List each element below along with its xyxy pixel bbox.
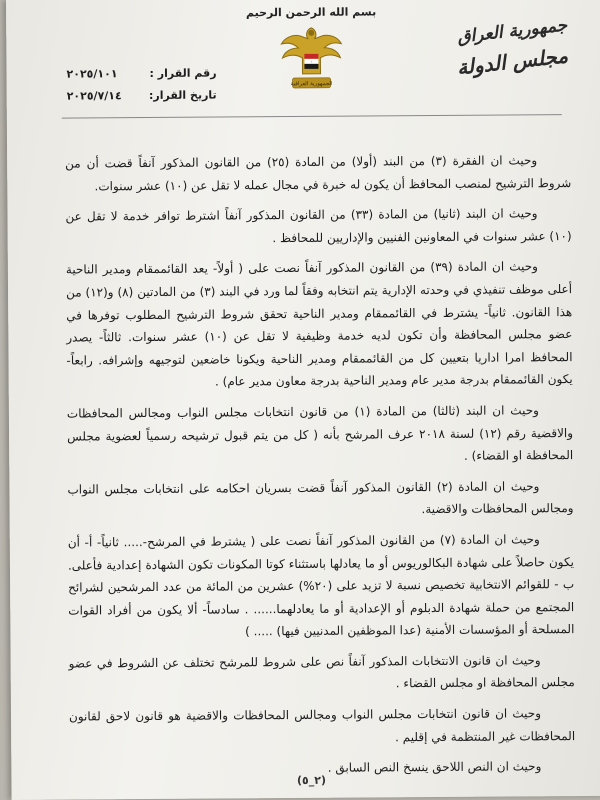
decision-date-row bbox=[67, 85, 217, 108]
emblem-caption: الجمهورية العراقية bbox=[290, 81, 333, 88]
paragraph: وحيث ان المادة (٢) القانون المذكور آنفاً قضت بسريان احكامه على انتخابات مجلس النواب ومجالس المحافظات والاقضية. bbox=[67, 479, 574, 517]
decision-body bbox=[65, 149, 575, 789]
decision-date: ٢٠٢٥/٧/١٤ bbox=[66, 89, 122, 103]
svg-text:*: * bbox=[310, 60, 313, 65]
paragraph: وحيث ان المادة (٧) من القانون المذكور آنفاً نصت على ( يشترط في المرشح-..... ثانياً- أ- أن يكون حاصلاً على شهادة البكالوريوس أو ما يعادلها باستثناء كوتا المكونات تكون الشهادة إعدادية فأعلى. ب - للقوائم الانتخابية تخصيص نسبة لا تزيد على (٢٠%) عشرين من المائة من عدد المرشحين لشرائح المجتمع من حملة شهادة الدبلوم أو الإعدادية أو ما يعادلهما...... . سادساً- ألا يكون من أفراد القوات المسلحة أو المؤسسات الأمنية (عدا الموظفين المدنيين فيها) ..... ) bbox=[67, 532, 575, 639]
basmala: بسم الله الرحمن الرحيم bbox=[245, 5, 377, 20]
paragraph: وحيث ان النص اللاحق ينسخ النص السابق . bbox=[327, 759, 542, 776]
paragraph: وحيث ان قانون الانتخابات المذكور آنفاً نص على شروط للمرشح تختلف عن الشروط في عضو مجلس المحافظة او مجلس القضاء . bbox=[68, 653, 575, 691]
paragraph: وحيث ان قانون انتخابات مجلس النواب ومجالس المحافظات والاقضية هو قانون لاحق لقانون المحافظات غير المنتظمة في إقليم . bbox=[68, 706, 576, 744]
decision-metadata bbox=[66, 63, 216, 108]
header-divider bbox=[62, 114, 562, 118]
decision-date-label: تاريخ القرار: bbox=[148, 88, 217, 103]
decision-number-label: رقم القرار : bbox=[149, 66, 217, 80]
council-line-1: جمهورية العراق bbox=[456, 15, 569, 48]
paragraph: وحيث ان المادة (٣٩) من القانون المذكور آنفاً نصت على ( أولاً- يعد القائممقام ومدير الناحية أعلى موظف تنفيذي في وحدته الإدارية يتم انتخابه وفقاً لما ورد في البند (٣) من المادتين (٨) و(١٢) من هذا القانون. ثانياً- يشترط في القائممقام ومدير الناحية تحقق شروط الترشيح المطلوب توفرها في عضو مجلس المحافظة وأن تكون لديه خدمة وظيفية لا تقل عن (١٠) عشر سنوات. ثالثاً- يصدر المحافظ امرا اداريا بتعيين كل من القائممقام ومدير الناحية ويكونا خاضعين لتوجيهه وإشرافه. رابعاً- يكون القائممقام بدرجة مدير عام ومدير الناحية بدرجة معاون مدير عام) . bbox=[65, 259, 573, 389]
iraq-eagle-emblem bbox=[278, 22, 345, 96]
paragraph: وحيث ان البند (ثانيا) من المادة (٣٣) من القانون المذكور آنفاً اشترط توافر خدمة لا تقل عن (١٠) عشر سنوات في المعاونين الفنيين والإداريين للمحافظ . bbox=[65, 206, 572, 245]
paragraph: وحيث ان البند (ثالثا) من المادة (١) من قانون انتخابات مجلس النواب ومجالس المحافظات والاقضية رقم (١٢) لسنة ٢٠١٨ عرف المرشح بأنه ( كل من يتم قبول ترشيحه رسمياً لعضوية مجلس المحافظة او القضاء) . bbox=[66, 403, 574, 463]
council-line-2: مجلس الدولة bbox=[455, 43, 570, 80]
document-page bbox=[6, 0, 600, 800]
paragraph: وحيث ان الفقرة (٣) من البند (أولا) من المادة (٢٥) من القانون المذكور آنفاً قضت أن من شروط الترشيح لمنصب المحافظ أن يكون له خبرة في مجال عمله لا تقل عن (١٠) عشر سنوات. bbox=[65, 153, 572, 193]
page-number: (٢_٥) bbox=[296, 773, 327, 787]
decision-number: ٢٠٢٥/١٠١ bbox=[66, 67, 118, 81]
decision-number-row bbox=[66, 63, 216, 86]
council-logo bbox=[432, 16, 592, 87]
